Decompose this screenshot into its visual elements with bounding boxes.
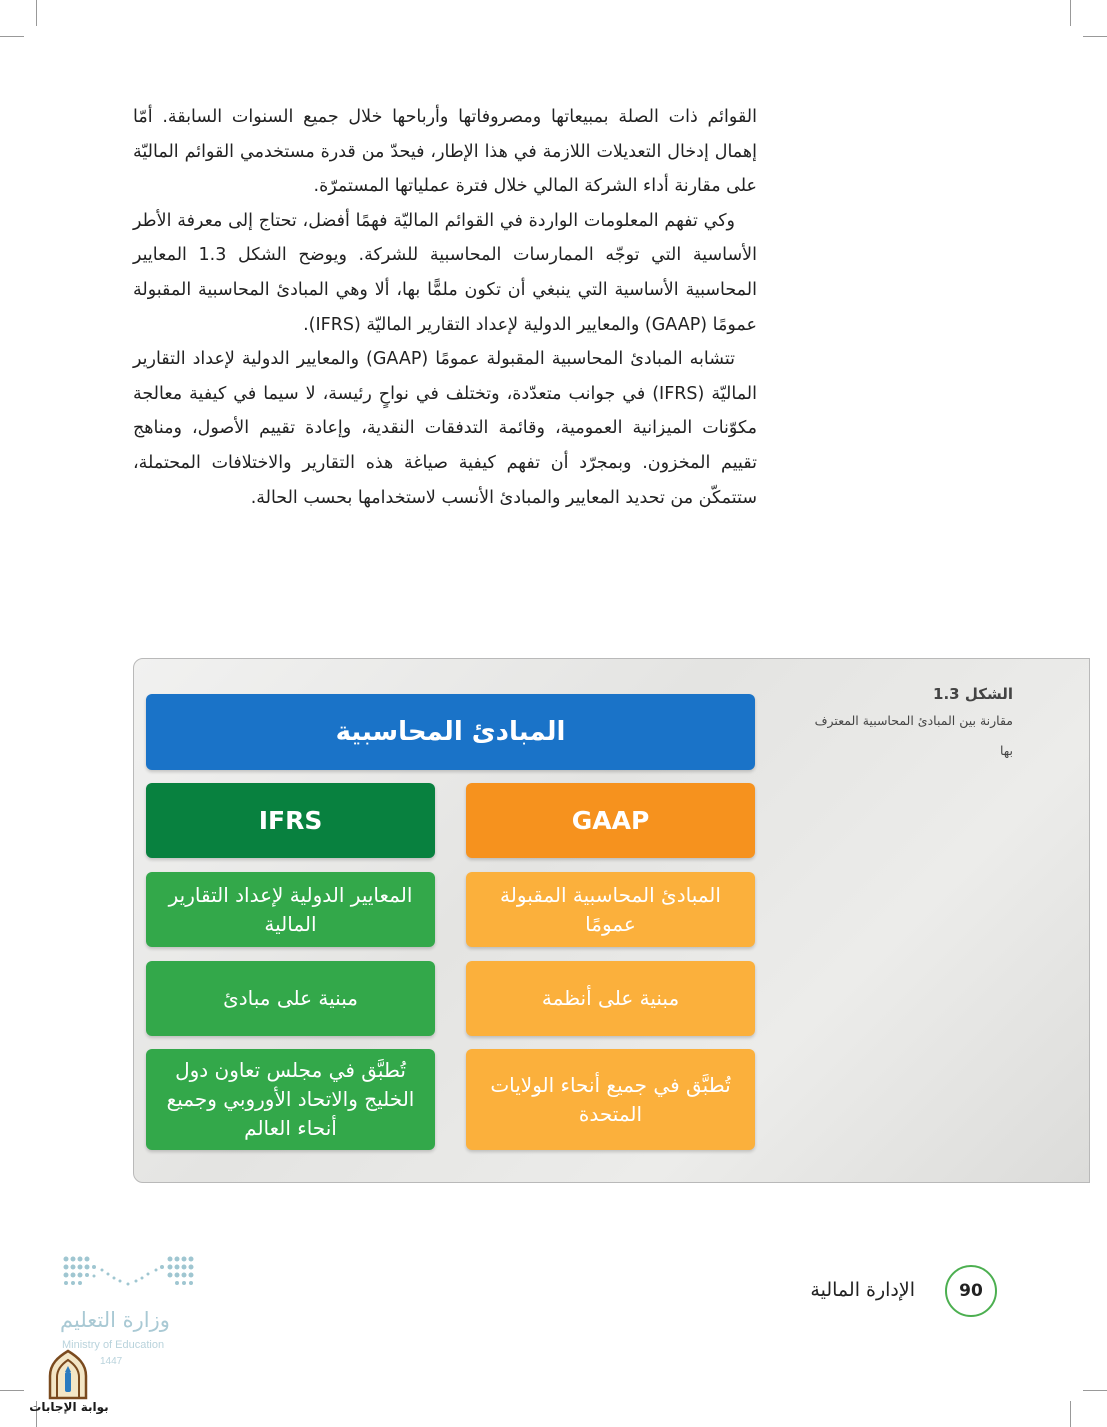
figure-label: الشكل 1.3 bbox=[933, 685, 1013, 703]
ministry-logo-icon bbox=[62, 1254, 198, 1294]
crop-mark bbox=[1083, 1390, 1107, 1391]
crop-mark bbox=[1070, 0, 1071, 26]
figure-caption-text: مقارنة بين المبادئ المحاسبية المعترف بها bbox=[814, 713, 1013, 758]
paragraph: تتشابه المبادئ المحاسبية المقبولة عمومًا (GAAP) والمعايير الدولية لإعداد التقارير الماليّة (IFRS) في جوانب متعدّدة، وتختلف في نواحٍ رئيسة، لا سيما في كيفية معالجة مكوّنات الميزانية العمومية، وقائمة التدفقات النقدية، وإعادة تقييم الأصول، ومناهج تقييم المخزون. وبمجرّد أن تفهم كيفية صياغة هذه التقارير والاختلافات المحتملة، ستتمكّن من تحديد المعايير والمبادئ الأنسب لاستخدامها بحسب الحالة. bbox=[133, 349, 758, 508]
page-number: 90 bbox=[945, 1265, 997, 1317]
ministry-name-english: Ministry of Education bbox=[62, 1339, 165, 1351]
accounting-principles-title: المبادئ المحاسبية bbox=[146, 694, 755, 770]
crop-mark bbox=[36, 0, 37, 26]
gaap-cell: تُطبَّق في جميع أنحاء الولايات المتحدة bbox=[466, 1049, 755, 1150]
ifrs-cell: المعايير الدولية لإعداد التقارير المالية bbox=[146, 872, 435, 947]
ministry-year: 1447 bbox=[100, 1356, 123, 1367]
paragraph: وكي تفهم المعلومات الواردة في القوائم الماليّة فهمًا أفضل، تحتاج إلى معرفة الأطر الأساسية التي توجّه الممارسات المحاسبية للشركة. ويوضح الشكل 1.3 المعايير المحاسبية الأساسية التي ينبغي أن تكون ملمًّا بها، ألا وهي المبادئ المحاسبية المقبولة عمومًا (GAAP) والمعايير الدولية لإعداد التقارير الماليّة (IFRS). bbox=[133, 210, 757, 335]
answers-portal-name: بوابة الإجابات bbox=[29, 1400, 109, 1414]
crop-mark bbox=[0, 36, 24, 37]
ifrs-header: IFRS bbox=[146, 783, 435, 858]
gaap-cell: المبادئ المحاسبية المقبولة عمومًا bbox=[466, 872, 755, 947]
crop-mark bbox=[0, 1390, 24, 1391]
crop-mark bbox=[1070, 1401, 1071, 1427]
crop-mark bbox=[1083, 36, 1107, 37]
ifrs-cell: تُطبَّق في مجلس تعاون دول الخليج والاتحاد الأوروبي وجميع أنحاء العالم bbox=[146, 1049, 435, 1150]
answers-portal-logo-icon bbox=[44, 1348, 92, 1400]
ifrs-cell: مبنية على مبادئ bbox=[146, 961, 435, 1036]
ministry-name-arabic: وزارة التعليم bbox=[60, 1308, 170, 1332]
figure-caption bbox=[813, 682, 1013, 766]
body-text bbox=[133, 100, 757, 515]
gaap-cell: مبنية على أنظمة bbox=[466, 961, 755, 1036]
paragraph: القوائم ذات الصلة بمبيعاتها ومصروفاتها وأرباحها خلال جميع السنوات السابقة. أمّا إهمال إدخال التعديلات اللازمة في هذا الإطار، فيحدّ من قدرة مستخدمي القوائم الماليّة على مقارنة أداء الشركة المالي خلال فترة عملياتها المستمرّة. bbox=[133, 107, 757, 197]
gaap-header: GAAP bbox=[466, 783, 755, 858]
book-title: الإدارة المالية bbox=[810, 1279, 915, 1301]
